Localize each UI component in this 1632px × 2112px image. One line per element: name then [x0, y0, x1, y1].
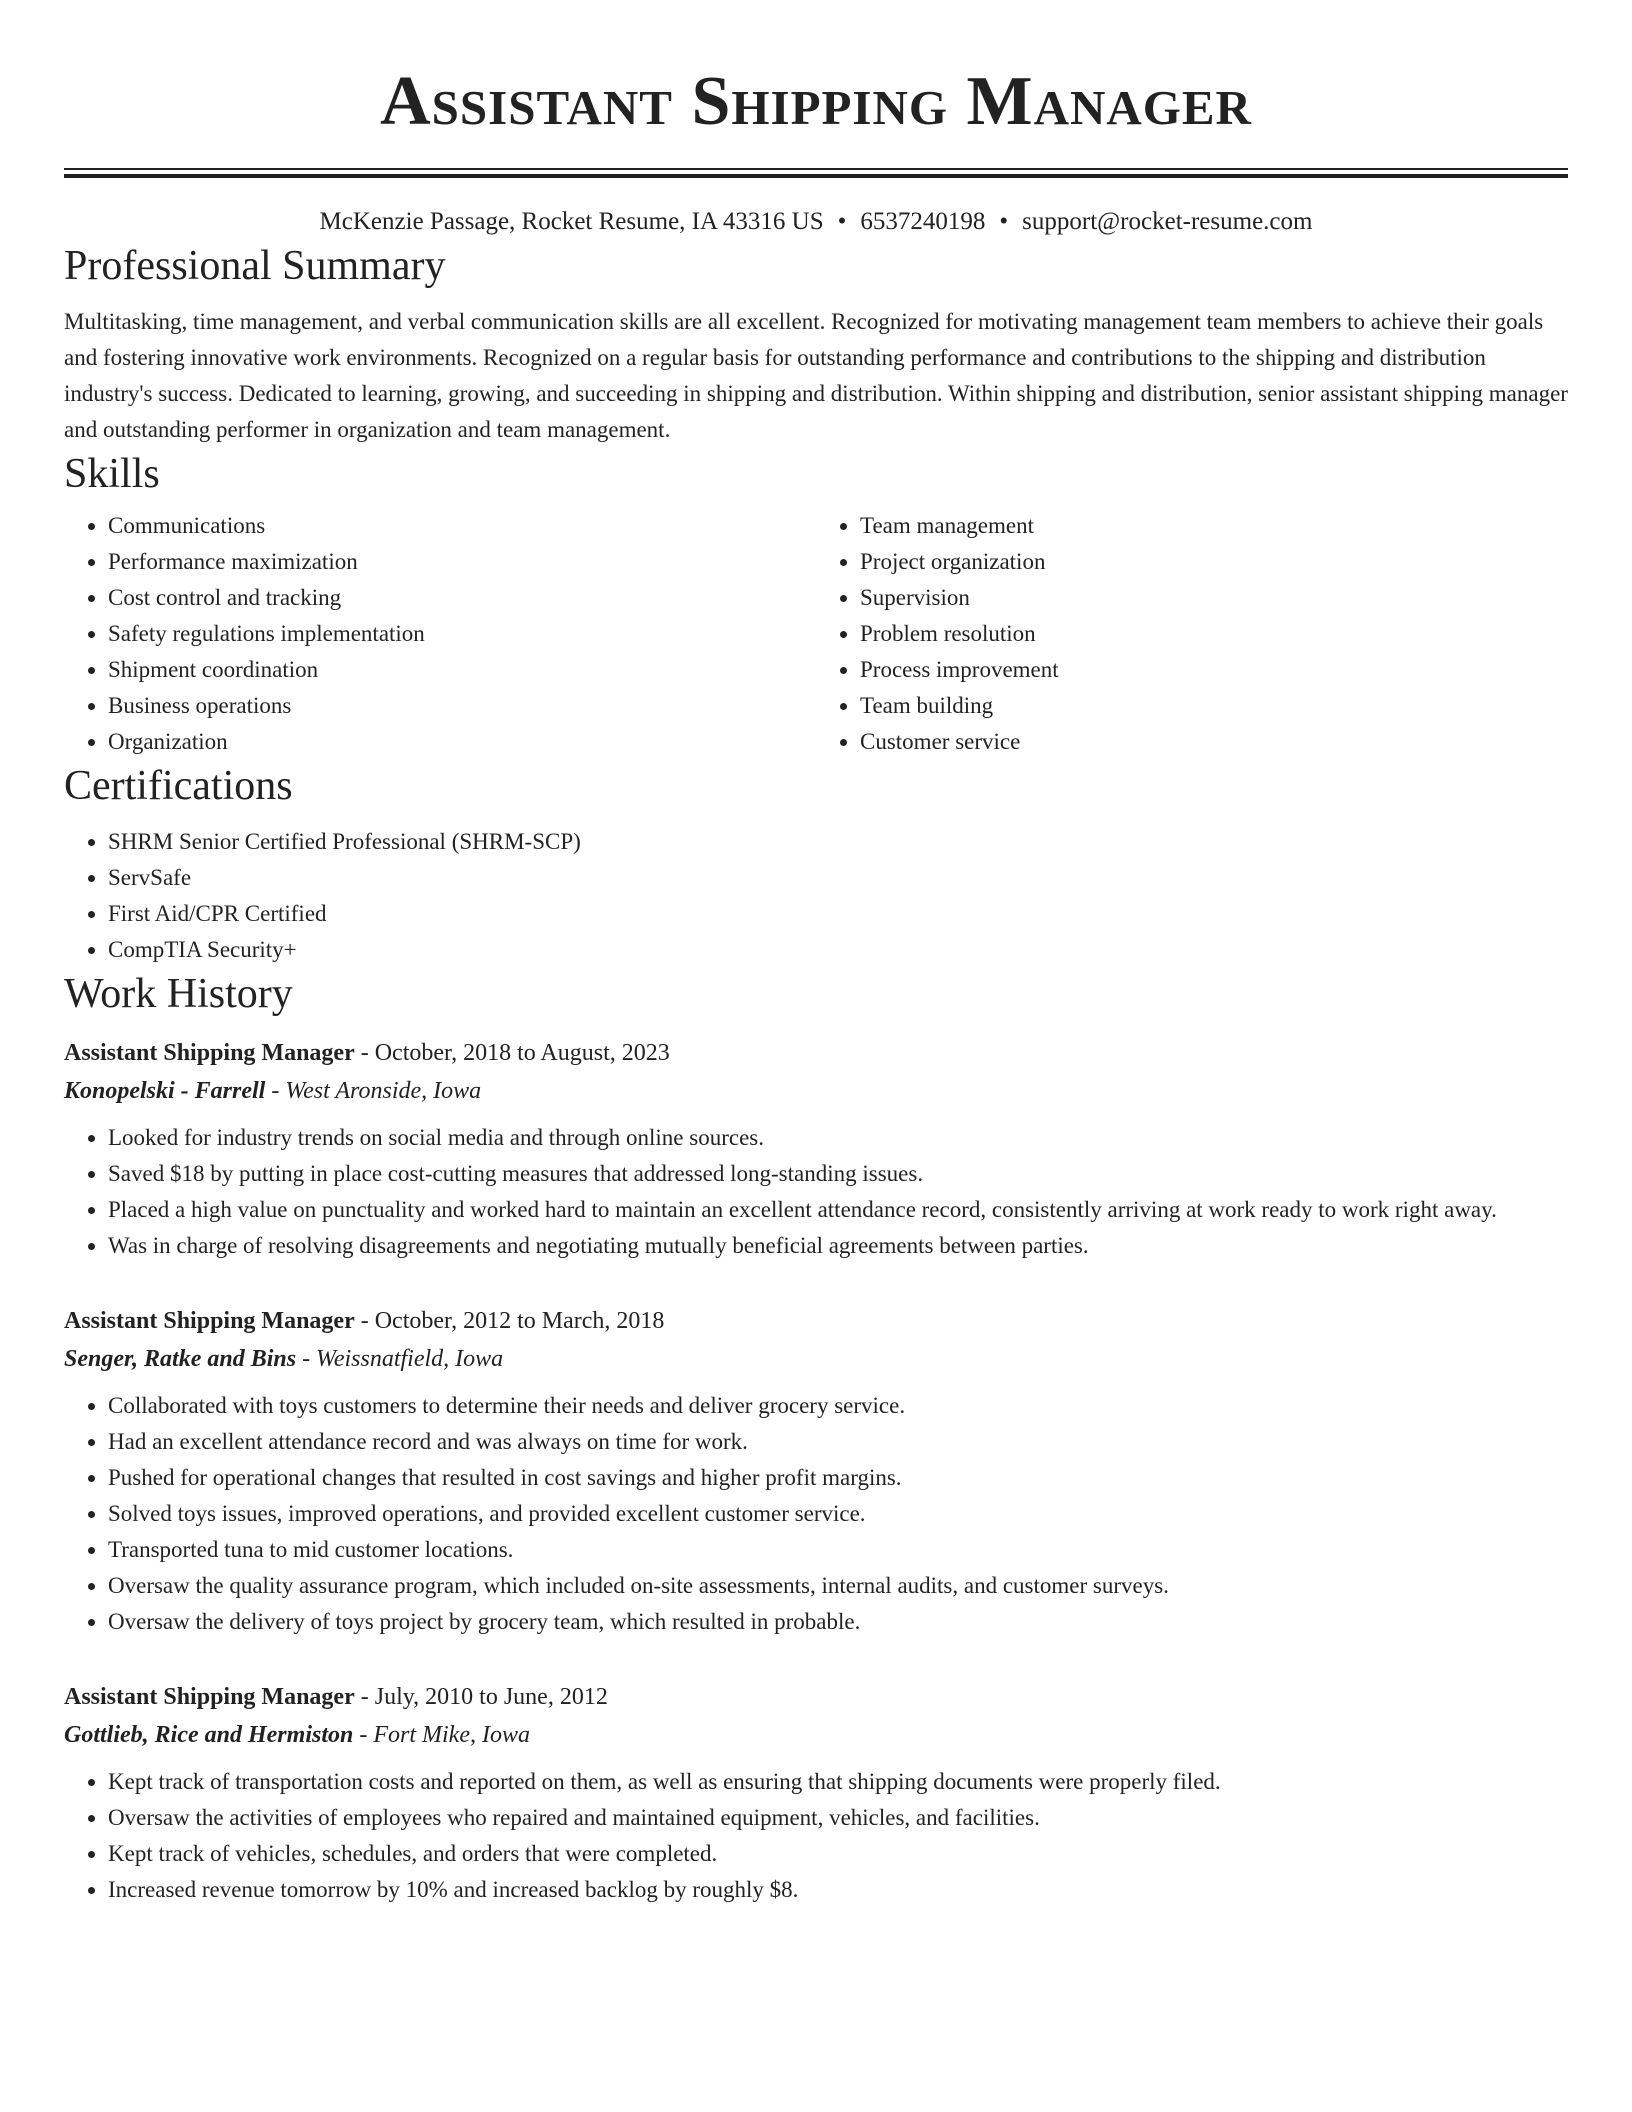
certification-item: • SHRM Senior Certified Professional (SHRM-SCP): [108, 824, 1568, 860]
skills-columns: [64, 508, 1568, 760]
contact-email: support@rocket-resume.com: [1022, 208, 1313, 235]
skills-list-right: [816, 508, 1568, 760]
skill-item: • Problem resolution: [860, 616, 1568, 652]
skill-item: • Customer service: [860, 724, 1568, 760]
certification-item: • ServSafe: [108, 860, 1568, 896]
job-dates: - July, 2010 to June, 2012: [354, 1684, 608, 1710]
job-dates: - October, 2018 to August, 2023: [354, 1040, 670, 1066]
skill-item: • Communications: [108, 508, 816, 544]
job-company-line: [64, 1340, 1568, 1378]
job-bullet: • Kept track of vehicles, schedules, and orders that were completed.: [108, 1836, 1568, 1872]
certification-item: • CompTIA Security+: [108, 932, 1568, 968]
certification-item: • First Aid/CPR Certified: [108, 896, 1568, 932]
job-header: [64, 1034, 1568, 1072]
contact-phone: 6537240198: [860, 208, 986, 235]
skill-item: • Cost control and tracking: [108, 580, 816, 616]
contact-line: [64, 204, 1568, 240]
contact-separator: •: [837, 208, 847, 235]
job-bullet: • Was in charge of resolving disagreements and negotiating mutually beneficial agreements between parties.: [108, 1228, 1568, 1264]
job-header: [64, 1302, 1568, 1340]
job-bullet: • Placed a high value on punctuality and worked hard to maintain an excellent attendance record, consistently arriving at work ready to work right away.: [108, 1192, 1568, 1228]
job-company: Senger, Ratke and Bins: [64, 1346, 297, 1372]
job-company-line: [64, 1072, 1568, 1110]
job-bullets: [64, 1120, 1568, 1264]
skill-item: • Supervision: [860, 580, 1568, 616]
job-bullet: • Looked for industry trends on social media and through online sources.: [108, 1120, 1568, 1156]
job-company-line: [64, 1716, 1568, 1754]
summary-heading: Professional Summary: [64, 243, 446, 289]
skill-item: • Process improvement: [860, 652, 1568, 688]
job-company: Konopelski - Farrell: [64, 1078, 266, 1104]
job-bullet: • Oversaw the quality assurance program, which included on-site assessments, internal audits, and customer surveys.: [108, 1568, 1568, 1604]
job-entry: [64, 1302, 1568, 1640]
job-dates: - October, 2012 to March, 2018: [354, 1308, 665, 1334]
job-role: Assistant Shipping Manager: [64, 1040, 355, 1066]
job-bullet: • Pushed for operational changes that resulted in cost savings and higher profit margins.: [108, 1460, 1568, 1496]
job-bullet: • Oversaw the activities of employees who repaired and maintained equipment, vehicles, and facilities.: [108, 1800, 1568, 1836]
job-role: Assistant Shipping Manager: [64, 1684, 355, 1710]
skill-item: • Project organization: [860, 544, 1568, 580]
skills-heading: Skills: [64, 451, 160, 497]
skill-item: • Team management: [860, 508, 1568, 544]
job-entry: [64, 1034, 1568, 1264]
job-role: Assistant Shipping Manager: [64, 1308, 355, 1334]
job-bullet: • Collaborated with toys customers to determine their needs and deliver grocery service.: [108, 1388, 1568, 1424]
job-bullet: • Increased revenue tomorrow by 10% and increased backlog by roughly $8.: [108, 1872, 1568, 1908]
job-bullet: • Had an excellent attendance record and was always on time for work.: [108, 1424, 1568, 1460]
job-company: Gottlieb, Rice and Hermiston: [64, 1722, 354, 1748]
skill-item: • Shipment coordination: [108, 652, 816, 688]
title-divider: [64, 168, 1568, 178]
contact-separator: •: [999, 208, 1009, 235]
job-bullets: [64, 1764, 1568, 1908]
job-header: [64, 1678, 1568, 1716]
skills-list-left: [64, 508, 816, 760]
certifications-list: [64, 824, 1568, 968]
skill-item: • Performance maximization: [108, 544, 816, 580]
contact-address: McKenzie Passage, Rocket Resume, IA 43316 US: [319, 208, 824, 235]
job-bullets: [64, 1388, 1568, 1640]
certifications-heading: Certifications: [64, 763, 293, 809]
job-bullet: • Kept track of transportation costs and reported on them, as well as ensuring that shipping documents were properly filed.: [108, 1764, 1568, 1800]
summary-text: Multitasking, time management, and verbal communication skills are all excellent. Recognized for motivating management team members to achieve their goals and fostering innovative work environments. Recognized on a regular basis for outstanding performance and contributions to the shipping and distribution industry's success. Dedicated to learning, growing, and succeeding in shipping and distribution. Within shipping and distribution, senior assistant shipping manager and outstanding performer in organization and team management.: [64, 309, 1568, 442]
job-bullet: • Saved $18 by putting in place cost-cutting measures that addressed long-standing issues.: [108, 1156, 1568, 1192]
skill-item: • Organization: [108, 724, 816, 760]
job-location: - West Aronside, Iowa: [265, 1078, 482, 1104]
job-location: - Fort Mike, Iowa: [353, 1722, 530, 1748]
work-history-heading: Work History: [64, 971, 293, 1017]
skill-item: • Team building: [860, 688, 1568, 724]
job-bullet: • Transported tuna to mid customer locations.: [108, 1532, 1568, 1568]
job-bullet: • Solved toys issues, improved operations, and provided excellent customer service.: [108, 1496, 1568, 1532]
resume-title: Assistant Shipping Manager: [380, 63, 1252, 140]
job-entry: [64, 1678, 1568, 1908]
job-bullet: • Oversaw the delivery of toys project by grocery team, which resulted in probable.: [108, 1604, 1568, 1640]
job-location: - Weissnatfield, Iowa: [296, 1346, 504, 1372]
skill-item: • Safety regulations implementation: [108, 616, 816, 652]
skill-item: • Business operations: [108, 688, 816, 724]
